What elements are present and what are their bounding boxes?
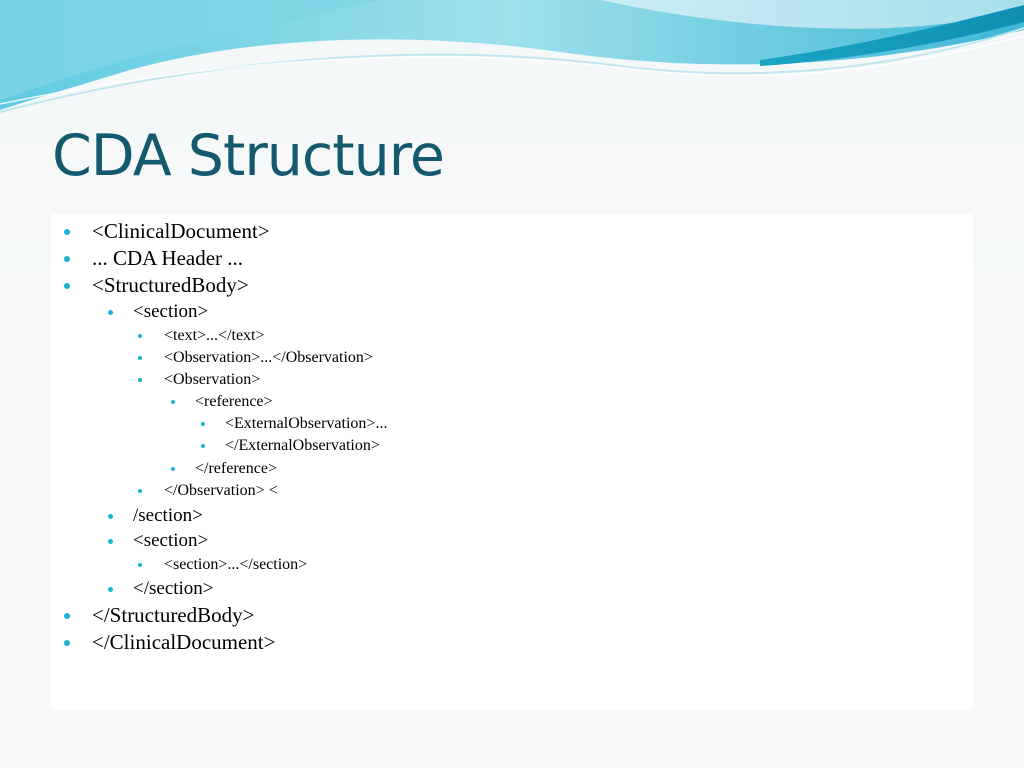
- bullet-text: </section>: [133, 578, 214, 599]
- bullet-icon: [138, 334, 142, 338]
- bullet-icon: [201, 422, 205, 426]
- header-wave-decoration: [0, 0, 1024, 130]
- bullet-text: <Observation>: [164, 371, 261, 388]
- bullet-text: </StructuredBody>: [92, 603, 255, 627]
- bullet-item: [92, 275, 249, 296]
- bullet-item: [133, 531, 208, 550]
- bullet-item: [225, 416, 387, 432]
- bullet-item: [133, 506, 203, 525]
- bullet-text: <Observation>...</Observation>: [164, 349, 373, 366]
- slide-title: CDA Structure: [52, 123, 444, 189]
- bullet-item: [92, 605, 255, 626]
- bullet-text: <section>: [133, 530, 209, 551]
- bullet-item: [164, 328, 265, 344]
- bullet-text: <StructuredBody>: [92, 273, 249, 297]
- bullet-icon: [64, 613, 70, 619]
- bullet-list: [51, 214, 973, 710]
- bullet-icon: [108, 514, 113, 519]
- bullet-icon: [64, 640, 70, 646]
- bullet-text: <reference>: [195, 393, 273, 410]
- bullet-text: <section>: [133, 301, 209, 322]
- bullet-item: [92, 248, 243, 269]
- bullet-text: <ClinicalDocument>: [92, 219, 270, 243]
- bullet-text: <section>...</section>: [164, 556, 308, 573]
- bullet-item: [164, 350, 373, 366]
- bullet-item: [225, 438, 380, 454]
- bullet-icon: [138, 356, 142, 360]
- bullet-icon: [138, 489, 142, 493]
- bullet-icon: [138, 378, 142, 382]
- bullet-icon: [64, 229, 70, 235]
- bullet-text: /section>: [133, 505, 203, 526]
- bullet-text: </reference>: [195, 460, 277, 477]
- bullet-icon: [64, 283, 70, 289]
- bullet-item: [133, 302, 208, 321]
- bullet-text: <ExternalObservation>...: [225, 415, 388, 432]
- bullet-item: [164, 483, 278, 499]
- bullet-item: [133, 579, 214, 598]
- content-area: [51, 214, 973, 710]
- bullet-item: [195, 394, 273, 410]
- bullet-icon: [64, 256, 70, 262]
- bullet-text: </Observation> <: [164, 482, 278, 499]
- bullet-item: [164, 372, 260, 388]
- bullet-icon: [201, 444, 205, 448]
- bullet-icon: [108, 539, 113, 544]
- bullet-icon: [138, 563, 142, 567]
- bullet-item: [164, 557, 307, 573]
- bullet-text: </ExternalObservation>: [225, 437, 380, 454]
- bullet-icon: [171, 467, 175, 471]
- bullet-item: [195, 461, 277, 477]
- bullet-item: [92, 632, 275, 653]
- bullet-icon: [171, 400, 175, 404]
- bullet-icon: [108, 310, 113, 315]
- bullet-text: ... CDA Header ...: [92, 246, 244, 270]
- bullet-icon: [108, 587, 113, 592]
- bullet-text: <text>...</text>: [164, 327, 265, 344]
- bullet-item: [92, 221, 270, 242]
- bullet-text: </ClinicalDocument>: [92, 630, 276, 654]
